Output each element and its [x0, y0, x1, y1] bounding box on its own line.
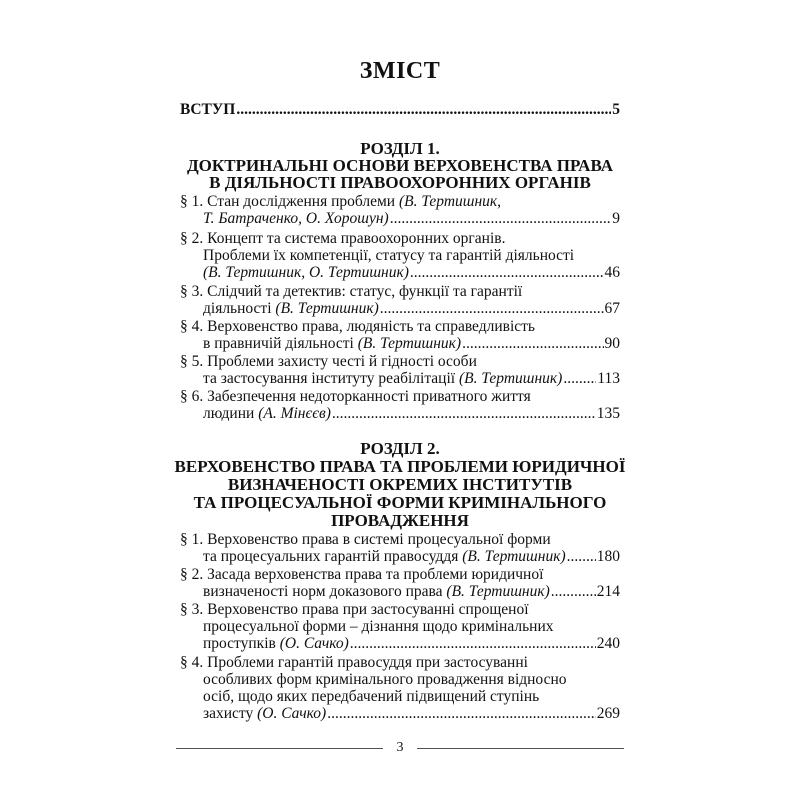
entry-text: людини (А. Мінєєв) [203, 405, 331, 422]
toc-entry-s1-5[interactable] [180, 353, 620, 370]
toc-entry-s1-1[interactable] [180, 193, 620, 210]
entry-text: § 3. Верховенство права при застосуванні спрощеної [180, 601, 529, 618]
section-1-subtitle-line2: В ДІЯЛЬНОСТІ ПРАВООХОРОННИХ ОРГАНІВ [209, 173, 591, 192]
entry-text: § 5. Проблеми захисту честі й гідності особи [180, 353, 477, 370]
entry-page: 135 [596, 405, 620, 422]
toc-intro-label: ВСТУП [180, 101, 236, 118]
toc-intro-page: 5 [612, 101, 620, 118]
entry-text: та застосування інституту реабілітації (В. Тертишник) [203, 370, 563, 387]
entry-author: (В. Тертишник, О. Тертишник) [203, 264, 409, 281]
entry-text: особливих форм кримінального провадження відносно [203, 671, 567, 688]
entry-text: процесуальної форми – дізнання щодо кримінальних [203, 618, 554, 635]
entry-text: Проблеми їх компетенції, статусу та гарантій діяльності [203, 247, 575, 264]
toc-entry-s1-5-cont[interactable] [203, 370, 620, 387]
entry-text: § 4. Проблеми гарантій правосуддя при застосуванні [180, 654, 528, 671]
page-footer [176, 742, 624, 756]
toc-entry-s2-3-cont2[interactable] [203, 635, 620, 652]
entry-text: осіб, щодо яких передбачений підвищений ступінь [203, 688, 540, 705]
entry-page: 113 [597, 370, 620, 387]
entry-page: 67 [604, 300, 620, 317]
section-1-heading: РОЗДІЛ 1. [360, 139, 440, 158]
section-2-subtitle-line2: ВИЗНАЧЕНОСТІ ОКРЕМИХ ІНСТИТУТІВ [227, 475, 573, 494]
leader-dots [390, 210, 612, 227]
toc-entry-s1-4[interactable] [180, 318, 620, 335]
toc-entry-s2-4-cont3[interactable] [203, 705, 620, 722]
entry-text: § 2. Концепт та система правоохоронних органів. [180, 230, 506, 247]
toc-entry-s1-3-cont[interactable] [203, 300, 620, 317]
toc-entry-s2-4-cont2 [203, 688, 620, 705]
leader-dots [350, 635, 596, 652]
entry-page: 90 [604, 335, 620, 352]
leader-dots [380, 300, 604, 317]
toc-entry-s2-2-cont[interactable] [203, 583, 620, 600]
toc-entry-s1-4-cont[interactable] [203, 335, 620, 352]
toc-entry-s2-2[interactable] [180, 566, 620, 583]
entry-page: 46 [604, 264, 620, 281]
entry-text: § 3. Слідчий та детектив: статус, функції та гарантії [180, 283, 523, 300]
entry-text: діяльності (В. Тертишник) [203, 300, 379, 317]
page-number: 3 [396, 740, 404, 755]
toc-entry-s1-6-cont[interactable] [203, 405, 620, 422]
leader-dots [332, 405, 596, 422]
entry-text: визначеності норм доказового права (В. Тертишник) [203, 583, 550, 600]
toc-entry-s2-1-cont[interactable] [203, 548, 620, 565]
page-title: ЗМІСТ [359, 58, 441, 84]
leader-dots [567, 548, 596, 565]
entry-page: 214 [596, 583, 620, 600]
footer-rule-right [417, 748, 624, 749]
leader-dots [551, 583, 596, 600]
section-2-subtitle-line1: ВЕРХОВЕНСТВО ПРАВА ТА ПРОБЛЕМИ ЮРИДИЧНОЇ [174, 457, 626, 476]
toc-entry-s2-3[interactable] [180, 601, 620, 618]
entry-text: в правничій діяльності (В. Тертишник) [203, 335, 462, 352]
toc-entry-s1-6[interactable] [180, 388, 620, 405]
toc-entry-s1-1-cont[interactable] [203, 210, 620, 227]
leader-dots [563, 370, 596, 387]
toc-entry-s2-4[interactable] [180, 654, 620, 671]
toc-entry-s1-2[interactable] [180, 230, 620, 247]
toc-entry-s1-2-cont [203, 247, 620, 264]
toc-intro[interactable] [180, 101, 620, 118]
toc-entry-s2-3-cont [203, 618, 620, 635]
entry-page: 9 [612, 210, 620, 227]
entry-text: та процесуальних гарантій правосуддя (В. Тертишник) [203, 548, 566, 565]
toc-entry-s2-1[interactable] [180, 531, 620, 548]
entry-text: захисту (О. Сачко) [203, 705, 327, 722]
entry-text: § 1. Стан дослідження проблеми (В. Тертишник, [180, 193, 502, 210]
section-2-subtitle-line3: ТА ПРОЦЕСУАЛЬНОЇ ФОРМИ КРИМІНАЛЬНОГО [193, 493, 607, 512]
entry-text: § 6. Забезпечення недоторканності приватного життя [180, 388, 531, 405]
toc-entry-s1-2-cont2[interactable] [203, 264, 620, 281]
entry-text: § 2. Засада верховенства права та проблеми юридичної [180, 566, 544, 583]
section-2-heading: РОЗДІЛ 2. [360, 439, 440, 458]
entry-page: 240 [596, 635, 620, 652]
entry-text: § 1. Верховенство права в системі процесуальної форми [180, 531, 551, 548]
leader-dots [410, 264, 604, 281]
leader-dots [236, 101, 611, 118]
entry-page: 180 [596, 548, 620, 565]
toc-entry-s2-4-cont [203, 671, 620, 688]
section-1-subtitle-line1: ДОКТРИНАЛЬНІ ОСНОВИ ВЕРХОВЕНСТВА ПРАВА [186, 156, 613, 175]
entry-text: § 4. Верховенство права, людяність та справедливість [180, 318, 535, 335]
leader-dots [462, 335, 603, 352]
section-2-subtitle-line4: ПРОВАДЖЕННЯ [331, 511, 469, 530]
entry-author: Т. Батраченко, О. Хорошун) [203, 210, 389, 227]
toc-entry-s1-3[interactable] [180, 283, 620, 300]
leader-dots [327, 705, 596, 722]
entry-text: проступків (О. Сачко) [203, 635, 349, 652]
entry-page: 269 [596, 705, 620, 722]
